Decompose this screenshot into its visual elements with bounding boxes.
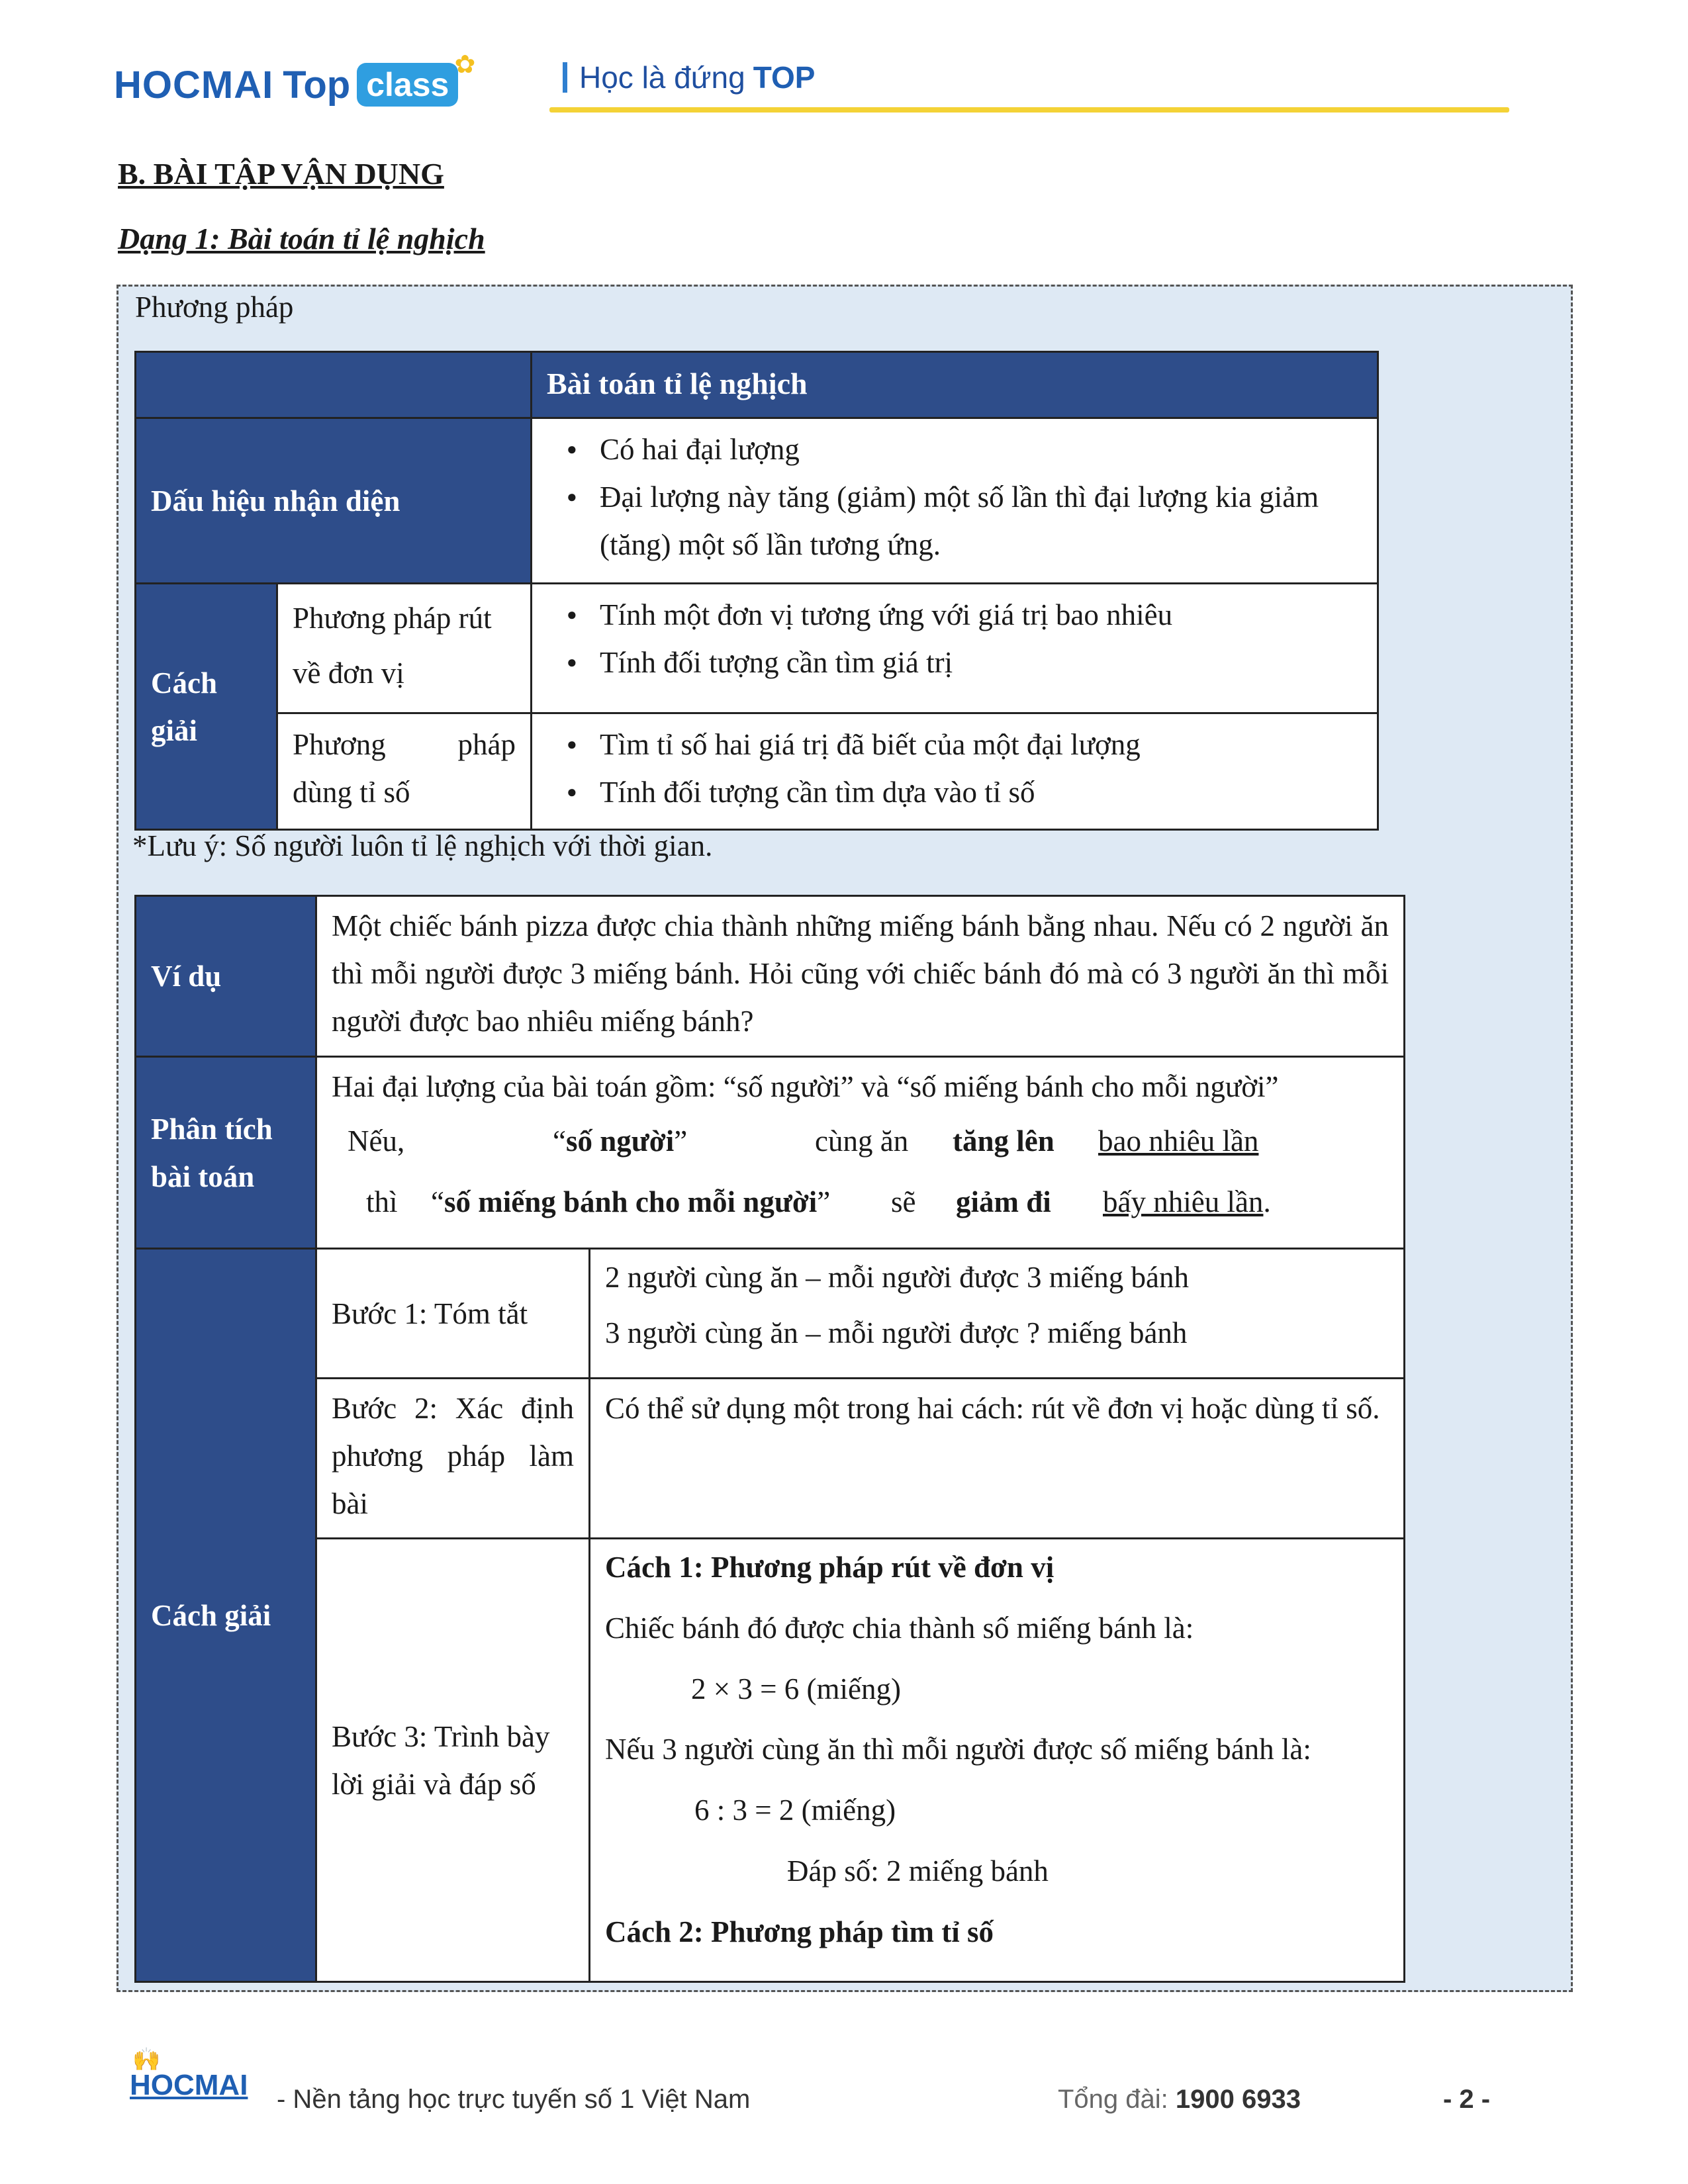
note-text: *Lưu ý: Số người luôn tỉ lệ nghịch với thời gian. — [132, 829, 713, 862]
header-tagline — [563, 60, 815, 95]
logo-class-text: class — [366, 66, 449, 103]
analysis-line-2 — [332, 1178, 1389, 1226]
way2-title: Cách 2: Phương pháp tìm tỉ số — [605, 1915, 994, 1948]
list-item: ● Tính một đơn vị tương ứng với giá trị bao nhiêu — [547, 591, 1362, 639]
list-item: ● Tính đối tượng cần tìm giá trị — [547, 639, 1362, 686]
analysis-word: cùng ăn — [815, 1124, 909, 1158]
tagline-prefix: Học là đứng — [579, 60, 745, 95]
analysis-bold: số người — [565, 1124, 675, 1158]
sign-cell — [532, 418, 1378, 584]
sign-label: Dấu hiệu nhận diện — [136, 418, 532, 584]
method-label: Phương pháp — [135, 291, 294, 324]
analysis-bold: tăng lên — [953, 1124, 1055, 1158]
step3-cell — [590, 1539, 1405, 1982]
answer-line: Đáp số: 2 miếng bánh — [787, 1854, 1049, 1888]
logo-class-badge — [357, 51, 476, 107]
solve-label: Cách giải — [136, 584, 277, 830]
tagline-bold: TOP — [753, 60, 816, 95]
list-item: ● Tìm tỉ số hai giá trị đã biết của một đại lượng — [547, 721, 1362, 768]
calc-line: 6 : 3 = 2 (miếng) — [694, 1794, 896, 1827]
step3-line: Chiếc bánh đó được chia thành số miếng bánh là: — [605, 1611, 1194, 1645]
analysis-phrase — [431, 1178, 891, 1226]
header-underline — [549, 107, 1509, 113]
step3-line: Nếu 3 người cùng ăn thì mỗi người được số miếng bánh là: — [605, 1733, 1311, 1766]
way1-title: Cách 1: Phương pháp rút về đơn vị — [605, 1551, 1055, 1584]
hotline-label: Tổng đài: — [1058, 2085, 1168, 2114]
example-text: Một chiếc bánh pizza được chia thành những miếng bánh bằng nhau. Nếu có 2 người ăn thì mỗi người được 3 miếng bánh. Hỏi cũng với chiếc bánh đó mà có 3 người ăn thì mỗi người được bao nhiêu miếng bánh? — [316, 896, 1405, 1057]
method1-cell — [532, 584, 1378, 713]
analysis-line-1 — [332, 1117, 1389, 1165]
method2-label — [277, 713, 532, 830]
example-table — [134, 895, 1405, 1983]
step1-line: 2 người cùng ăn – mỗi người được 3 miếng bánh — [605, 1261, 1189, 1294]
method2-cell — [532, 713, 1378, 830]
footer-hotline — [1058, 2085, 1301, 2115]
quote-close: ” — [817, 1185, 831, 1218]
step1-cell — [590, 1249, 1405, 1379]
tagline-divider — [563, 62, 567, 93]
analysis-word: Nếu, — [348, 1124, 405, 1158]
solve-label-2: Cách giải — [136, 1249, 316, 1982]
method2-label-text: Phương pháp dùng tỉ số — [293, 728, 516, 809]
step1-label: Bước 1: Tóm tắt — [316, 1249, 590, 1379]
analysis-word: sẽ — [891, 1185, 916, 1218]
method-table — [134, 351, 1379, 831]
analysis-cell — [316, 1057, 1405, 1249]
footer-logo — [130, 2047, 248, 2102]
logo-hocmai-text: HOCMAI — [114, 63, 274, 107]
analysis-end: . — [1263, 1185, 1271, 1218]
analysis-phrase — [497, 1117, 815, 1165]
analysis-underlined: bấy nhiêu lần — [1103, 1185, 1264, 1218]
footer-slogan: - Nền tảng học trực tuyến số 1 Việt Nam — [277, 2085, 751, 2114]
table-header-title: Bài toán tỉ lệ nghịch — [532, 352, 1378, 418]
logo-top-text: Top — [283, 63, 351, 107]
quote-open: “ — [553, 1124, 566, 1158]
hocmai-topclass-logo — [114, 51, 476, 111]
list-item: ● Đại lượng này tăng (giảm) một số lần thì đại lượng kia giảm (tăng) một số lần tương ứng. — [547, 473, 1362, 569]
calc-line: 2 × 3 = 6 (miếng) — [691, 1672, 901, 1706]
hotline-number: 1900 6933 — [1175, 2085, 1301, 2114]
table-header-empty — [136, 352, 532, 418]
list-item: ● Có hai đại lượng — [547, 426, 1362, 473]
step2-label: Bước 2: Xác định phương pháp làm bài — [316, 1379, 590, 1539]
quote-open: “ — [431, 1185, 444, 1218]
footer-brand: HOCMAI — [130, 2069, 248, 2101]
subsection-title: Dạng 1: Bài toán tỉ lệ nghịch — [118, 222, 485, 255]
analysis-word: thì — [366, 1185, 398, 1218]
list-item: ● Tính đối tượng cần tìm dựa vào tỉ số — [547, 768, 1362, 816]
step1-line: 3 người cùng ăn – mỗi người được ? miếng bánh — [605, 1316, 1188, 1349]
step3-label: Bước 3: Trình bày lời giải và đáp số — [316, 1539, 590, 1982]
method1-label: Phương pháp rút về đơn vị — [277, 584, 532, 713]
example-label: Ví dụ — [136, 896, 316, 1057]
people-icon: 🙌 — [132, 2047, 161, 2072]
step2-text: Có thể sử dụng một trong hai cách: rút về đơn vị hoặc dùng tỉ số. — [590, 1379, 1405, 1539]
star-icon: ✿ — [454, 51, 476, 79]
analysis-bold: số miếng bánh cho mỗi người — [444, 1185, 818, 1218]
page-number: - 2 - — [1443, 2085, 1491, 2114]
analysis-label: Phân tích bài toán — [136, 1057, 316, 1249]
section-title: B. BÀI TẬP VẬN DỤNG — [118, 157, 444, 191]
quote-close: ” — [674, 1124, 688, 1158]
analysis-intro: Hai đại lượng của bài toán gồm: “số người” và “số miếng bánh cho mỗi người” — [332, 1070, 1279, 1103]
analysis-bold: giảm đi — [956, 1185, 1051, 1218]
analysis-underlined: bao nhiêu lần — [1098, 1124, 1259, 1158]
